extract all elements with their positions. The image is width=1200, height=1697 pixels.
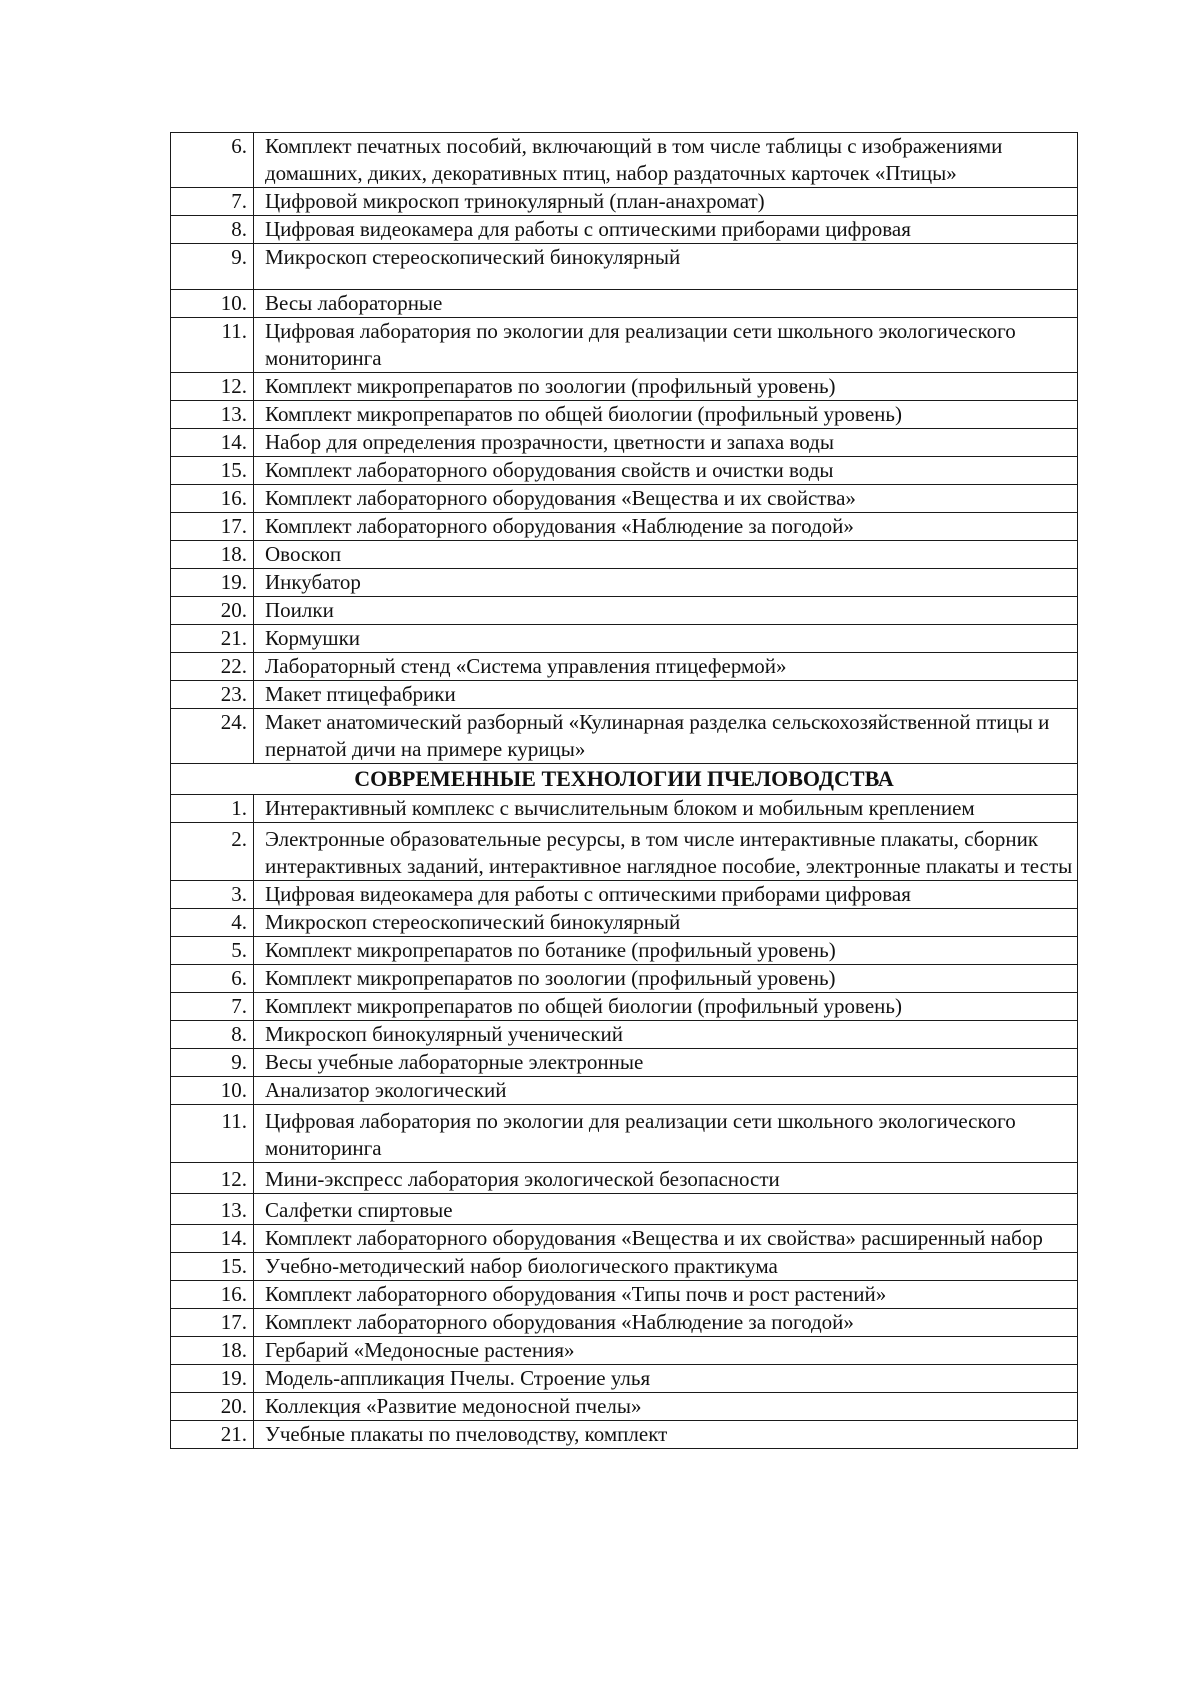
table-row: [171, 1049, 1078, 1077]
item-description: Комплект микропрепаратов по общей биологии (профильный уровень): [254, 993, 1078, 1021]
item-description: Электронные образовательные ресурсы, в том числе интерактивные плакаты, сборник интерактивных заданий, интерактивное наглядное пособие, электронные плакаты и тесты: [254, 823, 1078, 881]
table-row: [171, 937, 1078, 965]
item-description: Интерактивный комплекс с вычислительным блоком и мобильным креплением: [254, 795, 1078, 823]
item-number: 8.: [171, 216, 254, 244]
item-number: 11.: [171, 1105, 254, 1163]
item-description: Микроскоп стереоскопический бинокулярный: [254, 909, 1078, 937]
item-description: Салфетки спиртовые: [254, 1194, 1078, 1225]
item-description: Комплект лабораторного оборудования свойств и очистки воды: [254, 457, 1078, 485]
item-description: Учебные плакаты по пчеловодству, комплект: [254, 1421, 1078, 1449]
item-number: 21.: [171, 1421, 254, 1449]
item-description: Цифровой микроскоп тринокулярный (план-анахромат): [254, 188, 1078, 216]
item-description: Макет анатомический разборный «Кулинарная разделка сельскохозяйственной птицы и пернатой дичи на примере курицы»: [254, 709, 1078, 764]
item-number: 14.: [171, 429, 254, 457]
item-number: 10.: [171, 290, 254, 318]
item-number: 20.: [171, 1393, 254, 1421]
table-row: [171, 1253, 1078, 1281]
item-description: Гербарий «Медоносные растения»: [254, 1337, 1078, 1365]
table-row: [171, 1105, 1078, 1163]
item-number: 18.: [171, 1337, 254, 1365]
table-row: [171, 373, 1078, 401]
item-description: Комплект микропрепаратов по зоологии (профильный уровень): [254, 965, 1078, 993]
item-number: 9.: [171, 244, 254, 290]
table-row: [171, 188, 1078, 216]
item-number: 11.: [171, 318, 254, 373]
item-description: Цифровая лаборатория по экологии для реализации сети школьного экологического мониторинга: [254, 1105, 1078, 1163]
table-row: [171, 597, 1078, 625]
item-description: Микроскоп стереоскопический бинокулярный: [254, 244, 1078, 290]
table-row: [171, 1365, 1078, 1393]
item-description: Мини-экспресс лаборатория экологической безопасности: [254, 1163, 1078, 1194]
item-number: 6.: [171, 965, 254, 993]
table-row: [171, 216, 1078, 244]
table-row: [171, 318, 1078, 373]
item-number: 9.: [171, 1049, 254, 1077]
item-number: 16.: [171, 1281, 254, 1309]
item-number: 15.: [171, 457, 254, 485]
item-description: Цифровая лаборатория по экологии для реализации сети школьного экологического мониторинга: [254, 318, 1078, 373]
table-row: [171, 133, 1078, 188]
section-title: СОВРЕМЕННЫЕ ТЕХНОЛОГИИ ПЧЕЛОВОДСТВА: [171, 764, 1078, 795]
item-description: Комплект лабораторного оборудования «Наблюдение за погодой»: [254, 513, 1078, 541]
item-description: Набор для определения прозрачности, цветности и запаха воды: [254, 429, 1078, 457]
table-row: [171, 1421, 1078, 1449]
item-description: Модель-аппликация Пчелы. Строение улья: [254, 1365, 1078, 1393]
item-description: Микроскоп бинокулярный ученический: [254, 1021, 1078, 1049]
item-description: Комплект лабораторного оборудования «Вещества и их свойства»: [254, 485, 1078, 513]
item-description: Цифровая видеокамера для работы с оптическими приборами цифровая: [254, 881, 1078, 909]
table-row: [171, 290, 1078, 318]
table-row: [171, 795, 1078, 823]
item-description: Коллекция «Развитие медоносной пчелы»: [254, 1393, 1078, 1421]
table-row: [171, 513, 1078, 541]
table-row: [171, 1225, 1078, 1253]
item-number: 1.: [171, 795, 254, 823]
section-heading-row: [171, 764, 1078, 795]
item-description: Макет птицефабрики: [254, 681, 1078, 709]
table-row: [171, 1163, 1078, 1194]
table-row: [171, 1393, 1078, 1421]
item-description: Поилки: [254, 597, 1078, 625]
item-number: 5.: [171, 937, 254, 965]
table-row: [171, 709, 1078, 764]
item-description: Комплект лабораторного оборудования «Вещества и их свойства» расширенный набор: [254, 1225, 1078, 1253]
item-description: Учебно-методический набор биологического практикума: [254, 1253, 1078, 1281]
table-row: [171, 1337, 1078, 1365]
item-number: 23.: [171, 681, 254, 709]
table-row: [171, 1309, 1078, 1337]
item-number: 22.: [171, 653, 254, 681]
item-number: 21.: [171, 625, 254, 653]
item-number: 19.: [171, 569, 254, 597]
item-description: Лабораторный стенд «Система управления птицефермой»: [254, 653, 1078, 681]
item-description: Комплект печатных пособий, включающий в том числе таблицы с изображениями домашних, диких, декоративных птиц, набор раздаточных карточек «Птицы»: [254, 133, 1078, 188]
item-number: 10.: [171, 1077, 254, 1105]
item-number: 16.: [171, 485, 254, 513]
table-row: [171, 429, 1078, 457]
table-row: [171, 401, 1078, 429]
item-number: 8.: [171, 1021, 254, 1049]
table-row: [171, 993, 1078, 1021]
equipment-table: [170, 132, 1078, 1449]
item-description: Комплект микропрепаратов по зоологии (профильный уровень): [254, 373, 1078, 401]
table-row: [171, 541, 1078, 569]
table-row: [171, 681, 1078, 709]
item-description: Комплект лабораторного оборудования «Типы почв и рост растений»: [254, 1281, 1078, 1309]
item-number: 14.: [171, 1225, 254, 1253]
item-description: Цифровая видеокамера для работы с оптическими приборами цифровая: [254, 216, 1078, 244]
item-number: 17.: [171, 1309, 254, 1337]
table-row: [171, 625, 1078, 653]
item-description: Комплект микропрепаратов по ботанике (профильный уровень): [254, 937, 1078, 965]
table-row: [171, 1281, 1078, 1309]
table-row: [171, 1021, 1078, 1049]
table-row: [171, 485, 1078, 513]
item-number: 19.: [171, 1365, 254, 1393]
item-number: 7.: [171, 993, 254, 1021]
item-description: Весы лабораторные: [254, 290, 1078, 318]
item-description: Комплект микропрепаратов по общей биологии (профильный уровень): [254, 401, 1078, 429]
table-row: [171, 823, 1078, 881]
table-row: [171, 881, 1078, 909]
item-number: 13.: [171, 401, 254, 429]
item-number: 6.: [171, 133, 254, 188]
item-number: 17.: [171, 513, 254, 541]
table-row: [171, 244, 1078, 290]
table-row: [171, 965, 1078, 993]
item-description: Овоскоп: [254, 541, 1078, 569]
table-row: [171, 569, 1078, 597]
item-number: 12.: [171, 373, 254, 401]
item-number: 24.: [171, 709, 254, 764]
item-number: 15.: [171, 1253, 254, 1281]
table-row: [171, 1194, 1078, 1225]
item-number: 7.: [171, 188, 254, 216]
table-row: [171, 457, 1078, 485]
item-number: 18.: [171, 541, 254, 569]
item-number: 4.: [171, 909, 254, 937]
item-number: 2.: [171, 823, 254, 881]
item-description: Кормушки: [254, 625, 1078, 653]
item-description: Комплект лабораторного оборудования «Наблюдение за погодой»: [254, 1309, 1078, 1337]
item-number: 20.: [171, 597, 254, 625]
item-number: 3.: [171, 881, 254, 909]
item-description: Анализатор экологический: [254, 1077, 1078, 1105]
item-description: Инкубатор: [254, 569, 1078, 597]
table-row: [171, 1077, 1078, 1105]
item-number: 13.: [171, 1194, 254, 1225]
item-number: 12.: [171, 1163, 254, 1194]
table-row: [171, 909, 1078, 937]
item-description: Весы учебные лабораторные электронные: [254, 1049, 1078, 1077]
table-row: [171, 653, 1078, 681]
